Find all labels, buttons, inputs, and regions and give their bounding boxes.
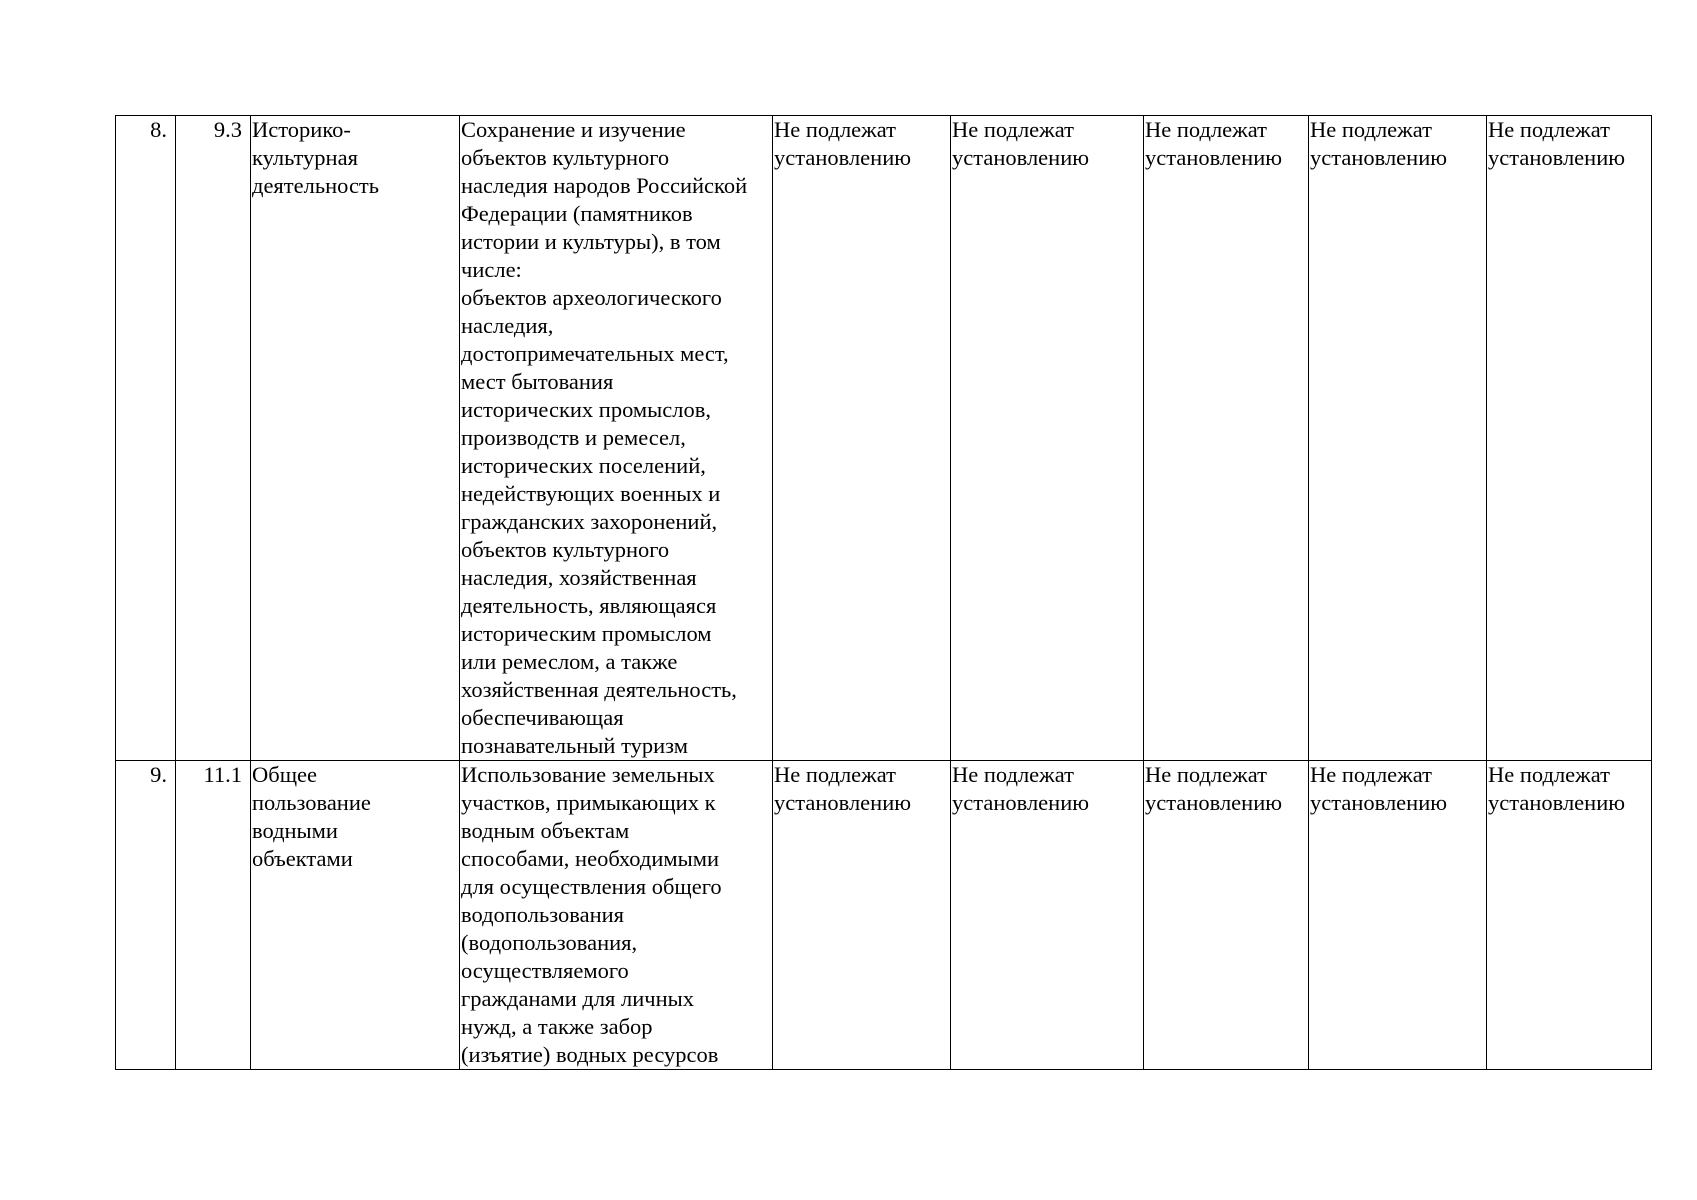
land-use-code: 9.3 [213, 117, 242, 142]
description-line: (изъятие) водных ресурсов [461, 1042, 719, 1067]
description-line: наследия, [461, 313, 554, 338]
name-line: Историко- [252, 117, 351, 142]
param-line: установлению [1488, 145, 1626, 170]
description-line: обеспечивающая [461, 705, 624, 730]
description-line: способами, необходимыми [461, 846, 720, 871]
description-line: Сохранение и изучение [461, 117, 686, 142]
param-cell [1487, 116, 1652, 761]
description-line: мест бытования [461, 369, 614, 394]
description-line: водным объектам [461, 818, 630, 843]
param-cell [773, 761, 951, 1070]
param-line: Не подлежат [952, 117, 1074, 142]
param-cell [1309, 116, 1487, 761]
param-line: Не подлежат [1145, 117, 1267, 142]
description-line: объектов культурного [461, 145, 670, 170]
description-line: хозяйственная деятельность, [461, 677, 737, 702]
name-line: водными [252, 818, 338, 843]
row-number: 9. [150, 762, 167, 787]
description-line: производств и ремесел, [461, 425, 686, 450]
param-cell [951, 116, 1144, 761]
param-line: Не подлежат [1488, 762, 1610, 787]
table-body [116, 116, 1652, 1070]
param-line: установлению [1488, 790, 1626, 815]
param-line: установлению [952, 145, 1090, 170]
code-cell [176, 761, 251, 1070]
description-line: истории и культуры), в том [461, 229, 721, 254]
param-line: Не подлежат [952, 762, 1074, 787]
description-line: Использование земельных [461, 762, 715, 787]
table-row [116, 116, 1652, 761]
description-line: гражданами для личных [461, 986, 695, 1011]
param-line: Не подлежат [774, 762, 896, 787]
description-line: осуществляемого [461, 958, 629, 983]
param-cell [1144, 116, 1309, 761]
param-line: установлению [1145, 790, 1283, 815]
row-number: 8. [150, 117, 167, 142]
description-line: познавательный туризм [461, 733, 688, 758]
description-line: исторических промыслов, [461, 397, 711, 422]
description-line: для осуществления общего [461, 874, 722, 899]
param-line: Не подлежат [1310, 117, 1432, 142]
param-line: установлению [774, 790, 912, 815]
description-cell [460, 761, 773, 1070]
code-cell [176, 116, 251, 761]
param-line: Не подлежат [1145, 762, 1267, 787]
description-line: числе: [461, 257, 522, 282]
name-line: культурная [252, 145, 358, 170]
table-row [116, 761, 1652, 1070]
land-use-table [115, 115, 1652, 1070]
description-line: достопримечательных мест, [461, 341, 729, 366]
param-cell [1309, 761, 1487, 1070]
name-line: Общее [252, 762, 317, 787]
name-cell [251, 116, 460, 761]
row-number-cell [116, 116, 176, 761]
param-line: Не подлежат [1488, 117, 1610, 142]
description-line: наследия, хозяйственная [461, 565, 697, 590]
description-line: Федерации (памятников [461, 201, 693, 226]
description-line: историческим промыслом [461, 621, 712, 646]
description-line: нужд, а также забор [461, 1014, 653, 1039]
description-line: участков, примыкающих к [461, 790, 716, 815]
param-line: установлению [774, 145, 912, 170]
description-line: наследия народов Российской [461, 173, 748, 198]
param-cell [773, 116, 951, 761]
param-line: Не подлежат [1310, 762, 1432, 787]
param-cell [951, 761, 1144, 1070]
land-use-code: 11.1 [203, 762, 242, 787]
param-line: установлению [1310, 790, 1448, 815]
description-line: объектов культурного [461, 537, 670, 562]
param-cell [1487, 761, 1652, 1070]
description-line: гражданских захоронений, [461, 509, 718, 534]
name-line: деятельность [252, 173, 380, 198]
param-line: Не подлежат [774, 117, 896, 142]
param-line: установлению [1310, 145, 1448, 170]
description-line: или ремеслом, а также [461, 649, 678, 674]
description-line: деятельность, являющаяся [461, 593, 717, 618]
row-number-cell [116, 761, 176, 1070]
description-line: исторических поселений, [461, 453, 706, 478]
description-line: недействующих военных и [461, 481, 721, 506]
name-line: объектами [252, 846, 353, 871]
description-line: объектов археологического [461, 285, 722, 310]
param-cell [1144, 761, 1309, 1070]
description-line: водопользования [461, 902, 625, 927]
name-cell [251, 761, 460, 1070]
description-cell [460, 116, 773, 761]
param-line: установлению [1145, 145, 1283, 170]
description-line: (водопользования, [461, 930, 638, 955]
name-line: пользование [252, 790, 371, 815]
param-line: установлению [952, 790, 1090, 815]
